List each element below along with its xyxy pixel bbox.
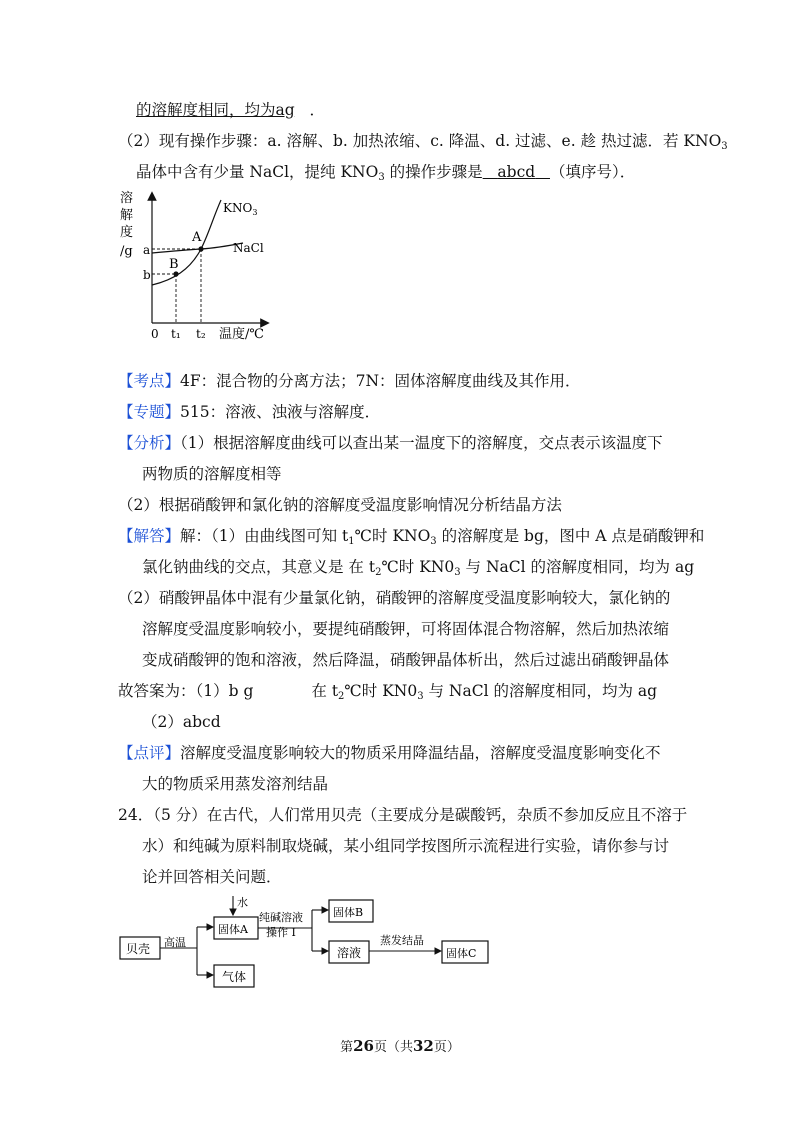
box-solid-a-label: 固体A (218, 923, 248, 936)
jieda-tag: 【解答】 (118, 527, 181, 545)
jieda-text-1c: 的溶解度是 bg，图中 A 点是硝酸钾和 (436, 527, 705, 545)
jieda-text-4: 溶解度受温度影响较小，要提纯硝酸钾，可将固体混合物溶解，然后加热浓缩 (142, 620, 670, 638)
fenxi-tag: 【分析】 (118, 434, 181, 452)
jieda-sub-2a: 2 (375, 567, 382, 578)
box-gas-label: 气体 (222, 970, 247, 984)
jieda-answer2-line (142, 711, 221, 733)
jieda-sub-1b: 3 (430, 536, 437, 547)
footer-mid: 页（共 (373, 1040, 413, 1055)
zhuanti-line (118, 401, 380, 423)
q24-text-2: 水）和纯碱为原料制取烧碱，某小组同学按图所示流程进行实验，请你参与讨 (142, 837, 670, 855)
fenxi-line-2 (142, 463, 282, 485)
ylabel-2: 解 (120, 208, 134, 223)
zhuanti-tag: 【专题】 (118, 403, 181, 421)
q2-answer: abcd (497, 163, 536, 181)
xtick-0: 0 (151, 327, 159, 341)
jieda-text-2b: ℃时 KN0 (381, 558, 455, 576)
footer-page-number: 26 (353, 1037, 374, 1055)
dianping-tag: 【点评】 (118, 744, 181, 762)
kaodian-line (118, 370, 581, 392)
q2-question-line (136, 161, 635, 189)
q24-line-1 (118, 804, 687, 826)
jieda-line-4 (142, 618, 669, 640)
dianping-line-2 (142, 773, 328, 795)
zhuanti-text: 515：溶液、浊液与溶解度． (180, 403, 381, 421)
jieda-line-1 (118, 525, 704, 553)
q2-operations-text: （2）现有操作步骤：a. 溶解、b. 加热浓缩、c. 降温、d. 过滤、e. 趁 热过滤．若 KNO (118, 132, 722, 150)
xtick-t2: t₂ (196, 327, 206, 341)
water-label: 水 (237, 896, 248, 909)
jieda-line-5 (142, 649, 669, 671)
jieda-text-2c: 与 NaCl 的溶解度相同，均为 ag (460, 558, 695, 576)
q24-line-3 (142, 866, 282, 888)
jieda-text-3: （2）硝酸钾晶体中混有少量氯化钠，硝酸钾的溶解度受温度影响较大，氯化钠的 (118, 589, 671, 607)
ylabel-3: 度 (120, 225, 134, 240)
dianping-text-2: 大的物质采用蒸发溶剂结晶 (142, 775, 329, 793)
footer-pre: 第 (340, 1040, 354, 1055)
box-shell-label: 贝壳 (126, 942, 151, 956)
jieda-answer-2c: 与 NaCl 的溶解度相同，均为 ag (423, 682, 658, 700)
ytick-b: b (143, 268, 151, 282)
q2-operations-line (118, 130, 728, 158)
q2-question-text-b: 的操作步骤是 (384, 163, 483, 181)
q2-question-text-a: 晶体中含有少量 NaCl，提纯 KNO (136, 163, 379, 181)
label-kno3: $KNO_3$ (223, 201, 258, 217)
q2-tail-line (136, 99, 325, 121)
ylabel-1: 溶 (120, 191, 134, 206)
box-solid-b-label: 固体B (333, 906, 364, 919)
jieda-answer-sub-a: 2 (338, 691, 345, 702)
jieda-line-2 (142, 556, 694, 584)
q2-tail-text: 的溶解度相同，均为ag (136, 101, 295, 119)
soda-label: 纯碱溶液 (259, 911, 303, 924)
dianping-text-1: 溶解度受温度影响较大的物质采用降温结晶，溶解度受温度影响变化不 (180, 744, 661, 762)
label-nacl: NaCl (233, 241, 264, 255)
jieda-answer-line (118, 680, 657, 708)
point-a (198, 246, 203, 251)
jieda-answer-2a: 在 t (311, 682, 339, 700)
label-a: A (192, 230, 202, 245)
flow-diagram (115, 893, 535, 998)
xtick-t1: t₁ (171, 327, 181, 341)
jieda-text-1a: 解：（1）由曲线图可知 t (180, 527, 349, 545)
page-footer (0, 1036, 800, 1055)
ylabel-4: /g (120, 244, 133, 259)
footer-total-pages: 32 (413, 1037, 434, 1055)
kaodian-tag: 【考点】 (118, 372, 181, 390)
kno3-curve (152, 200, 221, 285)
jieda-answer-3: （2）abcd (142, 713, 221, 731)
q2-tail-end: ． (309, 101, 325, 119)
point-b (173, 271, 178, 276)
jieda-answer-1: 故答案为：（1）b g (118, 682, 254, 700)
dianping-line-1 (118, 742, 661, 764)
fenxi-text-2: 两物质的溶解度相等 (142, 465, 282, 483)
fenxi-line-3 (118, 494, 562, 516)
q2-operations-sub: 3 (721, 141, 728, 152)
q2-question-text-c: （填序号）． (549, 163, 636, 181)
high-temp-label: 高温 (164, 936, 186, 949)
jieda-text-1b: ℃时 KNO (354, 527, 431, 545)
jieda-text-2a: 氯化钠曲线的交点，其意义是 在 t (142, 558, 376, 576)
jieda-line-3 (118, 587, 670, 609)
jieda-sub-1a: 1 (348, 536, 355, 547)
xlabel: 温度/℃ (219, 327, 264, 342)
label-b: B (169, 257, 179, 272)
jieda-sub-2b: 3 (454, 567, 461, 578)
kaodian-text: 4F：混合物的分离方法；7N：固体溶解度曲线及其作用． (180, 372, 581, 390)
solubility-graph (115, 188, 305, 348)
evap-label: 蒸发结晶 (380, 934, 424, 947)
q24-text-1: 24．（5 分）在古代，人们常用贝壳（主要成分是碳酸钙，杂质不参加反应且不溶于 (118, 806, 688, 824)
box-solid-c-label: 固体C (446, 947, 477, 960)
box-solution-label: 溶液 (337, 946, 362, 960)
jieda-text-5: 变成硝酸钾的饱和溶液，然后降温，硝酸钾晶体析出，然后过滤出硝酸钾晶体 (142, 651, 670, 669)
fenxi-line-1 (118, 432, 663, 454)
fenxi-text-3: （2）根据硝酸钾和氯化钠的溶解度受温度影响情况分析结晶方法 (118, 496, 562, 514)
jieda-answer-sub-b: 3 (417, 691, 424, 702)
footer-post: 页） (433, 1040, 460, 1055)
jieda-answer-2b: ℃时 KN0 (344, 682, 418, 700)
op1-label: 操作 I (266, 926, 296, 939)
fenxi-text-1: （1）根据溶解度曲线可以查出某一温度下的溶解度，交点表示该温度下 (180, 434, 663, 452)
q2-answer-blank (483, 163, 550, 181)
q24-line-2 (142, 835, 669, 857)
ytick-a: a (143, 243, 151, 257)
q24-text-3: 论并回答相关问题． (142, 868, 282, 886)
q2-question-sub: 3 (378, 172, 385, 183)
